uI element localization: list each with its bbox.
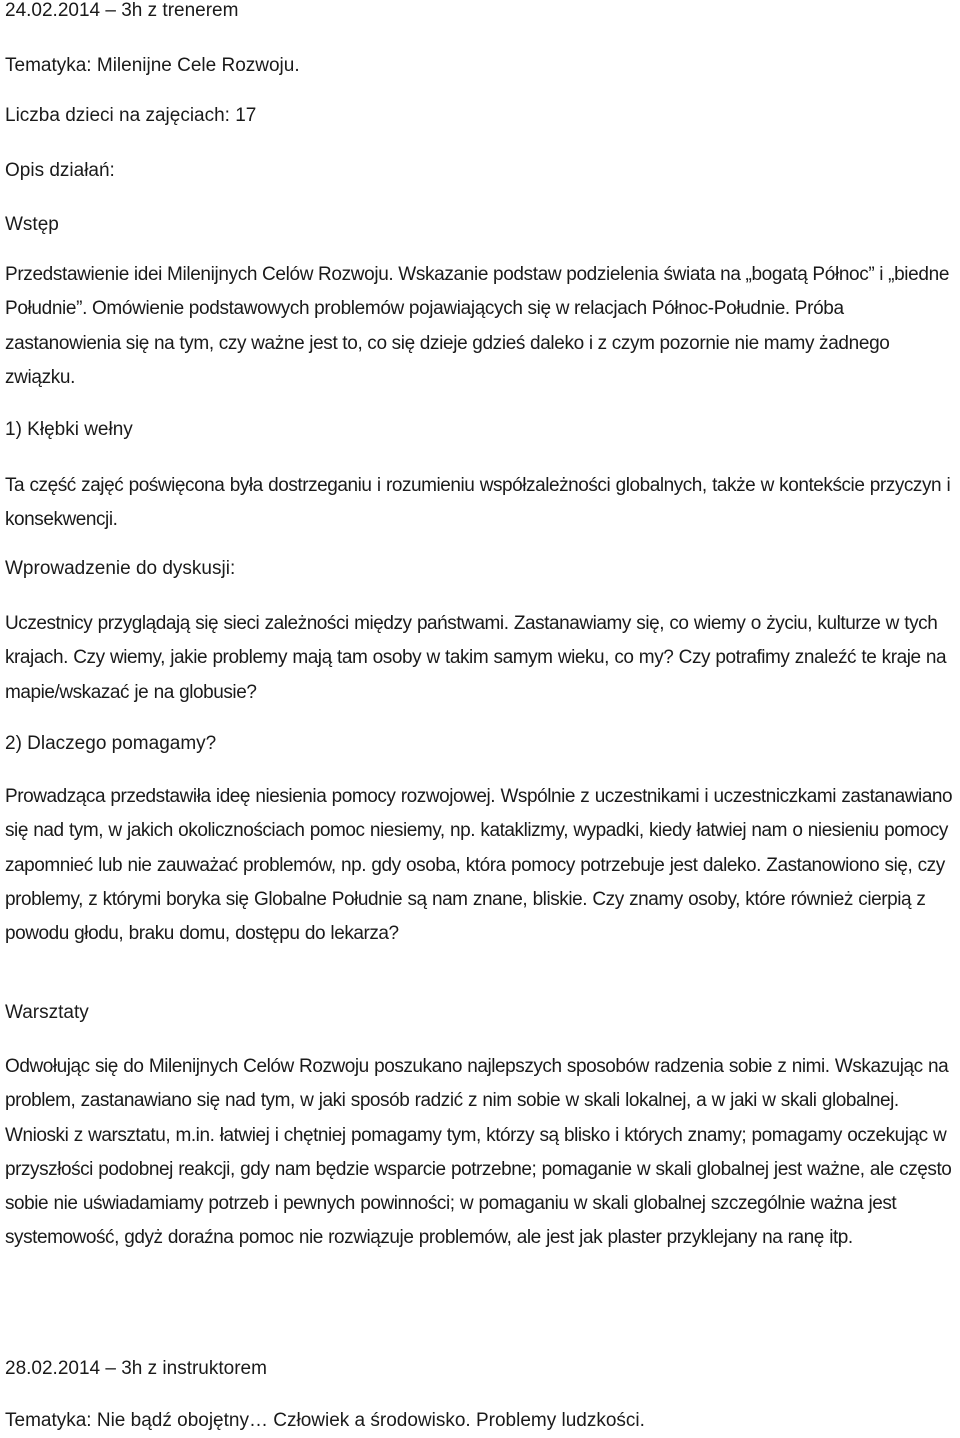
session-2-heading: 28.02.2014 – 3h z instruktorem	[5, 1358, 267, 1379]
intro-paragraph: Przedstawienie idei Milenijnych Celów Rozwoju. Wskazanie podstaw podzielenia świata na „bogatą Północ” i „biedne Południe”. Omówienie podstawowych problemów pojawiających się w relacjach Północ-Południe. Próba zastanowienia się na tym, czy ważne jest to, co się dzieje gdzieś daleko i z czym pozornie nie mamy żadnego związku.	[5, 264, 950, 388]
discussion-paragraph: Uczestnicy przyglądają się sieci zależności między państwami. Zastanawiamy się, co wiemy o życiu, kulturze w tych krajach. Czy wiemy, jakie problemy mają tam osoby w takim samym wieku, co my? Czy potrafimy znaleźć te kraje na mapie/wskazać je na globusie?	[5, 613, 947, 703]
intro-heading: Wstęp	[5, 214, 59, 235]
session-1-heading: 24.02.2014 – 3h z trenerem	[5, 0, 239, 21]
workshop-heading: Warsztaty	[5, 1002, 89, 1023]
part-2-paragraph: Prowadząca przedstawiła ideę niesienia pomocy rozwojowej. Wspólnie z uczestnikami i uczestniczkami zastanawiano się nad tym, w jakich okolicznościach pomoc niesiemy, np. kataklizmy, wypadki, kiedy łatwiej nam o niesieniu pomocy zapomnieć lub nie zauważać problemów, np. gdy osoba, która pomocy potrzebuje jest daleko. Zastanowiono się, czy problemy, z którymi boryka się Globalne Południe są nam znane, bliskie. Czy znamy osoby, które również cierpią z powodu głodu, braku domu, dostępu do lekarza?	[5, 786, 953, 945]
activities-label: Opis działań:	[5, 160, 115, 181]
session-2-topic: Tematyka: Nie bądź obojętny… Człowiek a środowisko. Problemy ludzkości.	[5, 1410, 645, 1431]
discussion-heading: Wprowadzenie do dyskusji:	[5, 558, 236, 579]
session-1-topic: Tematyka: Milenijne Cele Rozwoju.	[5, 55, 300, 76]
part-1-paragraph: Ta część zajęć poświęcona była dostrzeganiu i rozumieniu współzależności globalnych, także w kontekście przyczyn i konsekwencji.	[5, 475, 951, 531]
part-1-heading: 1) Kłębki wełny	[5, 419, 133, 440]
session-1-children-count: Liczba dzieci na zajęciach: 17	[5, 105, 257, 126]
part-2-heading: 2) Dlaczego pomagamy?	[5, 733, 217, 754]
workshop-paragraph: Odwołując się do Milenijnych Celów Rozwoju poszukano najlepszych sposobów radzenia sobie z nimi. Wskazując na problem, zastanawiano się nad tym, w jaki sposób radzić z nim sobie w skali lokalnej, a w jaki w skali globalnej. Wnioski z warsztatu, m.in. łatwiej i chętniej pomagamy tym, którzy są blisko i których znamy; pomagamy oczekując w przyszłości podobnej reakcji, gdy nam będzie wsparcie potrzebne; pomaganie w skali globalnej jest ważne, ale często sobie nie uświadamiamy potrzeb i pewnych powinności; w pomaganiu w skali globalnej szczególnie ważna jest systemowość, gdyż doraźna pomoc nie rozwiązuje problemów, ale jest jak plaster przyklejany na ranę itp.	[5, 1056, 952, 1249]
